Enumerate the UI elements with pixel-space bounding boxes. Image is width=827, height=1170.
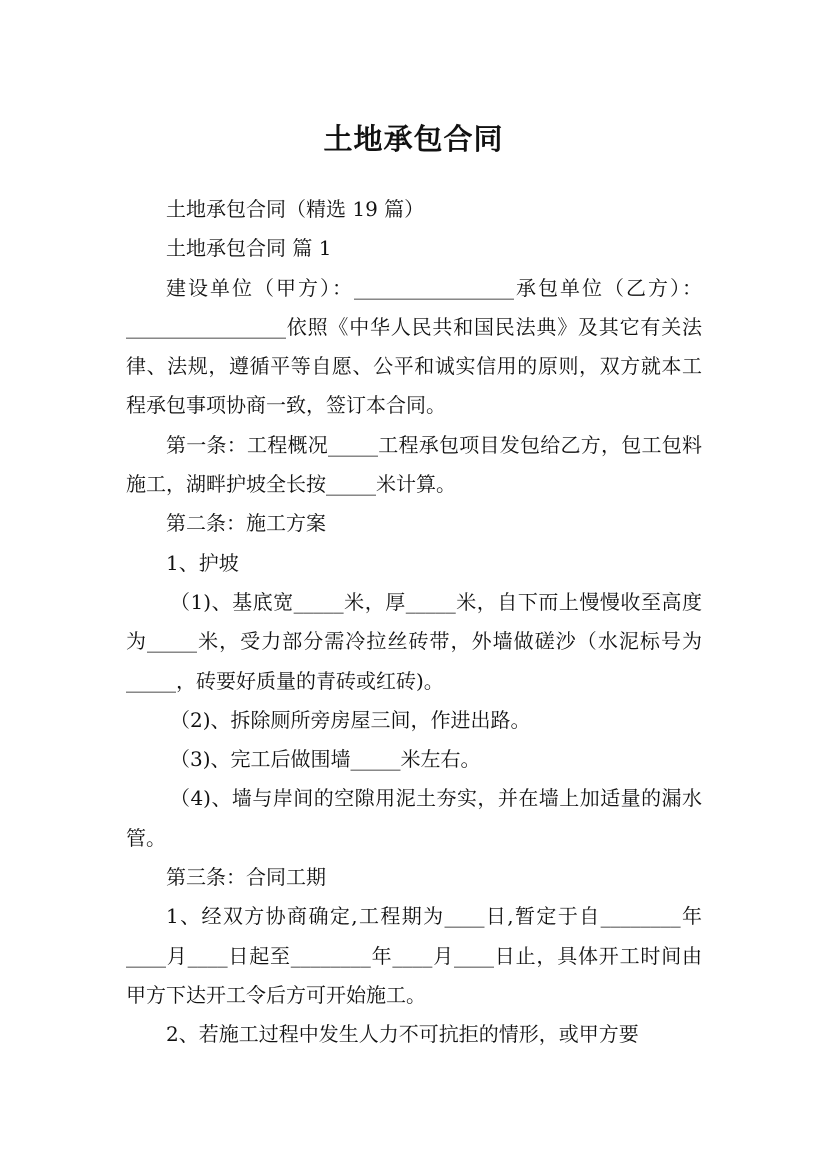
paragraph-force-majeure: 2、若施工过程中发生人力不可抗拒的情形，或甲方要: [166, 1022, 639, 1047]
paragraph-subtitle: 土地承包合同（精选 19 篇）: [166, 197, 425, 221]
paragraph-item-1: （1)、基底宽_____米，厚_____米，自下而上慢慢收至高度为_____米，受力部分需冷拉丝砖带，外墙做磋沙（水泥标号为_____，砖要好质量的青砖或红砖)。: [126, 589, 702, 693]
document-title: 土地承包合同: [323, 122, 504, 157]
paragraph-section-heading: 土地承包合同 篇 1: [166, 236, 332, 261]
paragraph-item-4: （4)、墙与岸间的空隙用泥土夯实，并在墙上加适量的漏水管。: [126, 786, 702, 850]
paragraph-slope-heading: 1、护坡: [166, 550, 239, 575]
paragraph-article-1: 第一条：工程概况_____工程承包项目发包给乙方，包工包料施工，湖畔护坡全长按_____米计算。: [126, 432, 702, 497]
paragraph-parties: 建设单位（甲方）：________________承包单位（乙方）：________________依照《中华人民共和国民法典》及其它有关法律、法规，遵循平等自愿、公平和诚实信用的原则，双方就本工程承包事项协商一致，签订本合同。: [126, 275, 702, 418]
paragraph-article-2-heading: 第二条：施工方案: [166, 511, 326, 536]
paragraph-article-3-heading: 第三条：合同工期: [166, 865, 326, 890]
paragraph-item-2: （2)、拆除厕所旁房屋三间，作进出路。: [170, 707, 531, 732]
paragraph-item-3: （3)、完工后做围墙_____米左右。: [170, 747, 481, 772]
paragraph-schedule: 1、经双方协商确定,工程期为____日,暂定于自________年____月____日起至________年____月____日止，具体开工时间由甲方下达开工令后方可开始施工。: [126, 904, 702, 1007]
document-body: [126, 190, 702, 1055]
